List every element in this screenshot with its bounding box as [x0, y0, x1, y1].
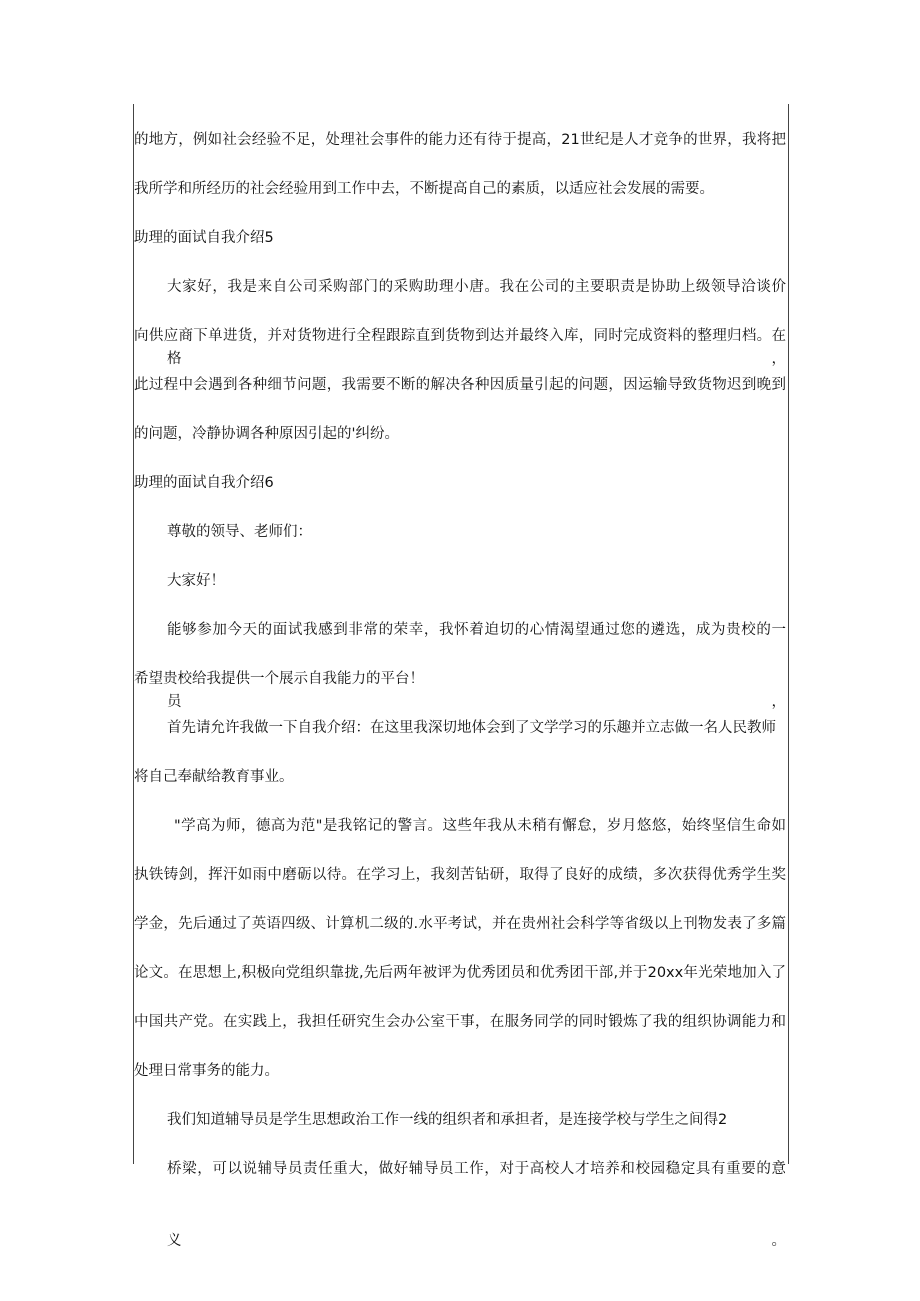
- paragraph-line: 桥梁，可以说辅导员责任重大，做好辅导员工作，对于高校人才培养和校园稳定具有重要的意义。: [167, 1161, 786, 1249]
- paragraph-line: 我们知道辅导员是学生思想政治工作一线的组织者和承担者，是连接学校与学生之间得2: [167, 1112, 728, 1128]
- salutation: 尊敬的领导、老师们：: [167, 524, 312, 540]
- paragraph-line: "学高为师，德高为范"是我铭记的警言。这些年我从未稍有懈怠，岁月悠悠，始终坚信生命如: [174, 818, 786, 834]
- paragraph-line: 处理日常事务的能力。: [134, 1063, 279, 1079]
- greeting: 大家好！: [167, 573, 225, 589]
- right-border-rule: [788, 104, 789, 1164]
- paragraph-line: 此过程中会遇到各种细节问题，我需要不断的解决各种因质量引起的问题，因运输导致货物迟到晚到: [134, 377, 786, 393]
- paragraph-line: 我所学和所经历的社会经验用到工作中去，不断提高自己的素质，以适应社会发展的需要。: [134, 181, 714, 197]
- paragraph-line: 中国共产党。在实践上，我担任研究生会办公室干事，在服务同学的同时锻炼了我的组织协调能力和: [134, 1014, 786, 1030]
- section-heading: 助理的面试自我介绍5: [134, 230, 274, 246]
- paragraph-line: 首先请允许我做一下自我介绍：在这里我深切地体会到了文学学习的乐趣并立志做一名人民教师: [167, 720, 776, 736]
- paragraph-line: 将自己奉献给教育事业。: [134, 769, 294, 785]
- paragraph-line: 能够参加今天的面试我感到非常的荣幸，我怀着迫切的心情渴望通过您的遴选，成为贵校的一员，: [167, 622, 786, 710]
- paragraph-line: 学金，先后通过了英语四级、计算机二级的.水平考试，并在贵州社会科学等省级以上刊物发表了多篇: [134, 916, 786, 932]
- paragraph-line: 希望贵校给我提供一个展示自我能力的平台！: [134, 671, 424, 687]
- paragraph-line: 论文。在思想上,积极向党组织靠拢,先后两年被评为优秀团员和优秀团干部,并于20xx年光荣地加入了: [134, 965, 786, 981]
- section-heading: 助理的面试自我介绍6: [134, 475, 274, 491]
- paragraph-line: 大家好，我是来自公司采购部门的采购助理小唐。我在公司的主要职责是协助上级领导洽谈价格，: [167, 279, 786, 367]
- paragraph-line: 的地方，例如社会经验不足，处理社会事件的能力还有待于提高，21世纪是人才竞争的世界，我将把: [134, 132, 786, 148]
- paragraph-line: 向供应商下单进货，并对货物进行全程跟踪直到货物到达并最终入库，同时完成资料的整理归档。在: [134, 328, 786, 344]
- document-body: [134, 104, 786, 1249]
- paragraph-line: 执铁铸剑，挥汗如雨中磨砺以待。在学习上，我刻苦钻研，取得了良好的成绩，多次获得优秀学生奖: [134, 867, 786, 883]
- paragraph-line: 的问题，冷静协调各种原因引起的'纠纷。: [134, 426, 399, 442]
